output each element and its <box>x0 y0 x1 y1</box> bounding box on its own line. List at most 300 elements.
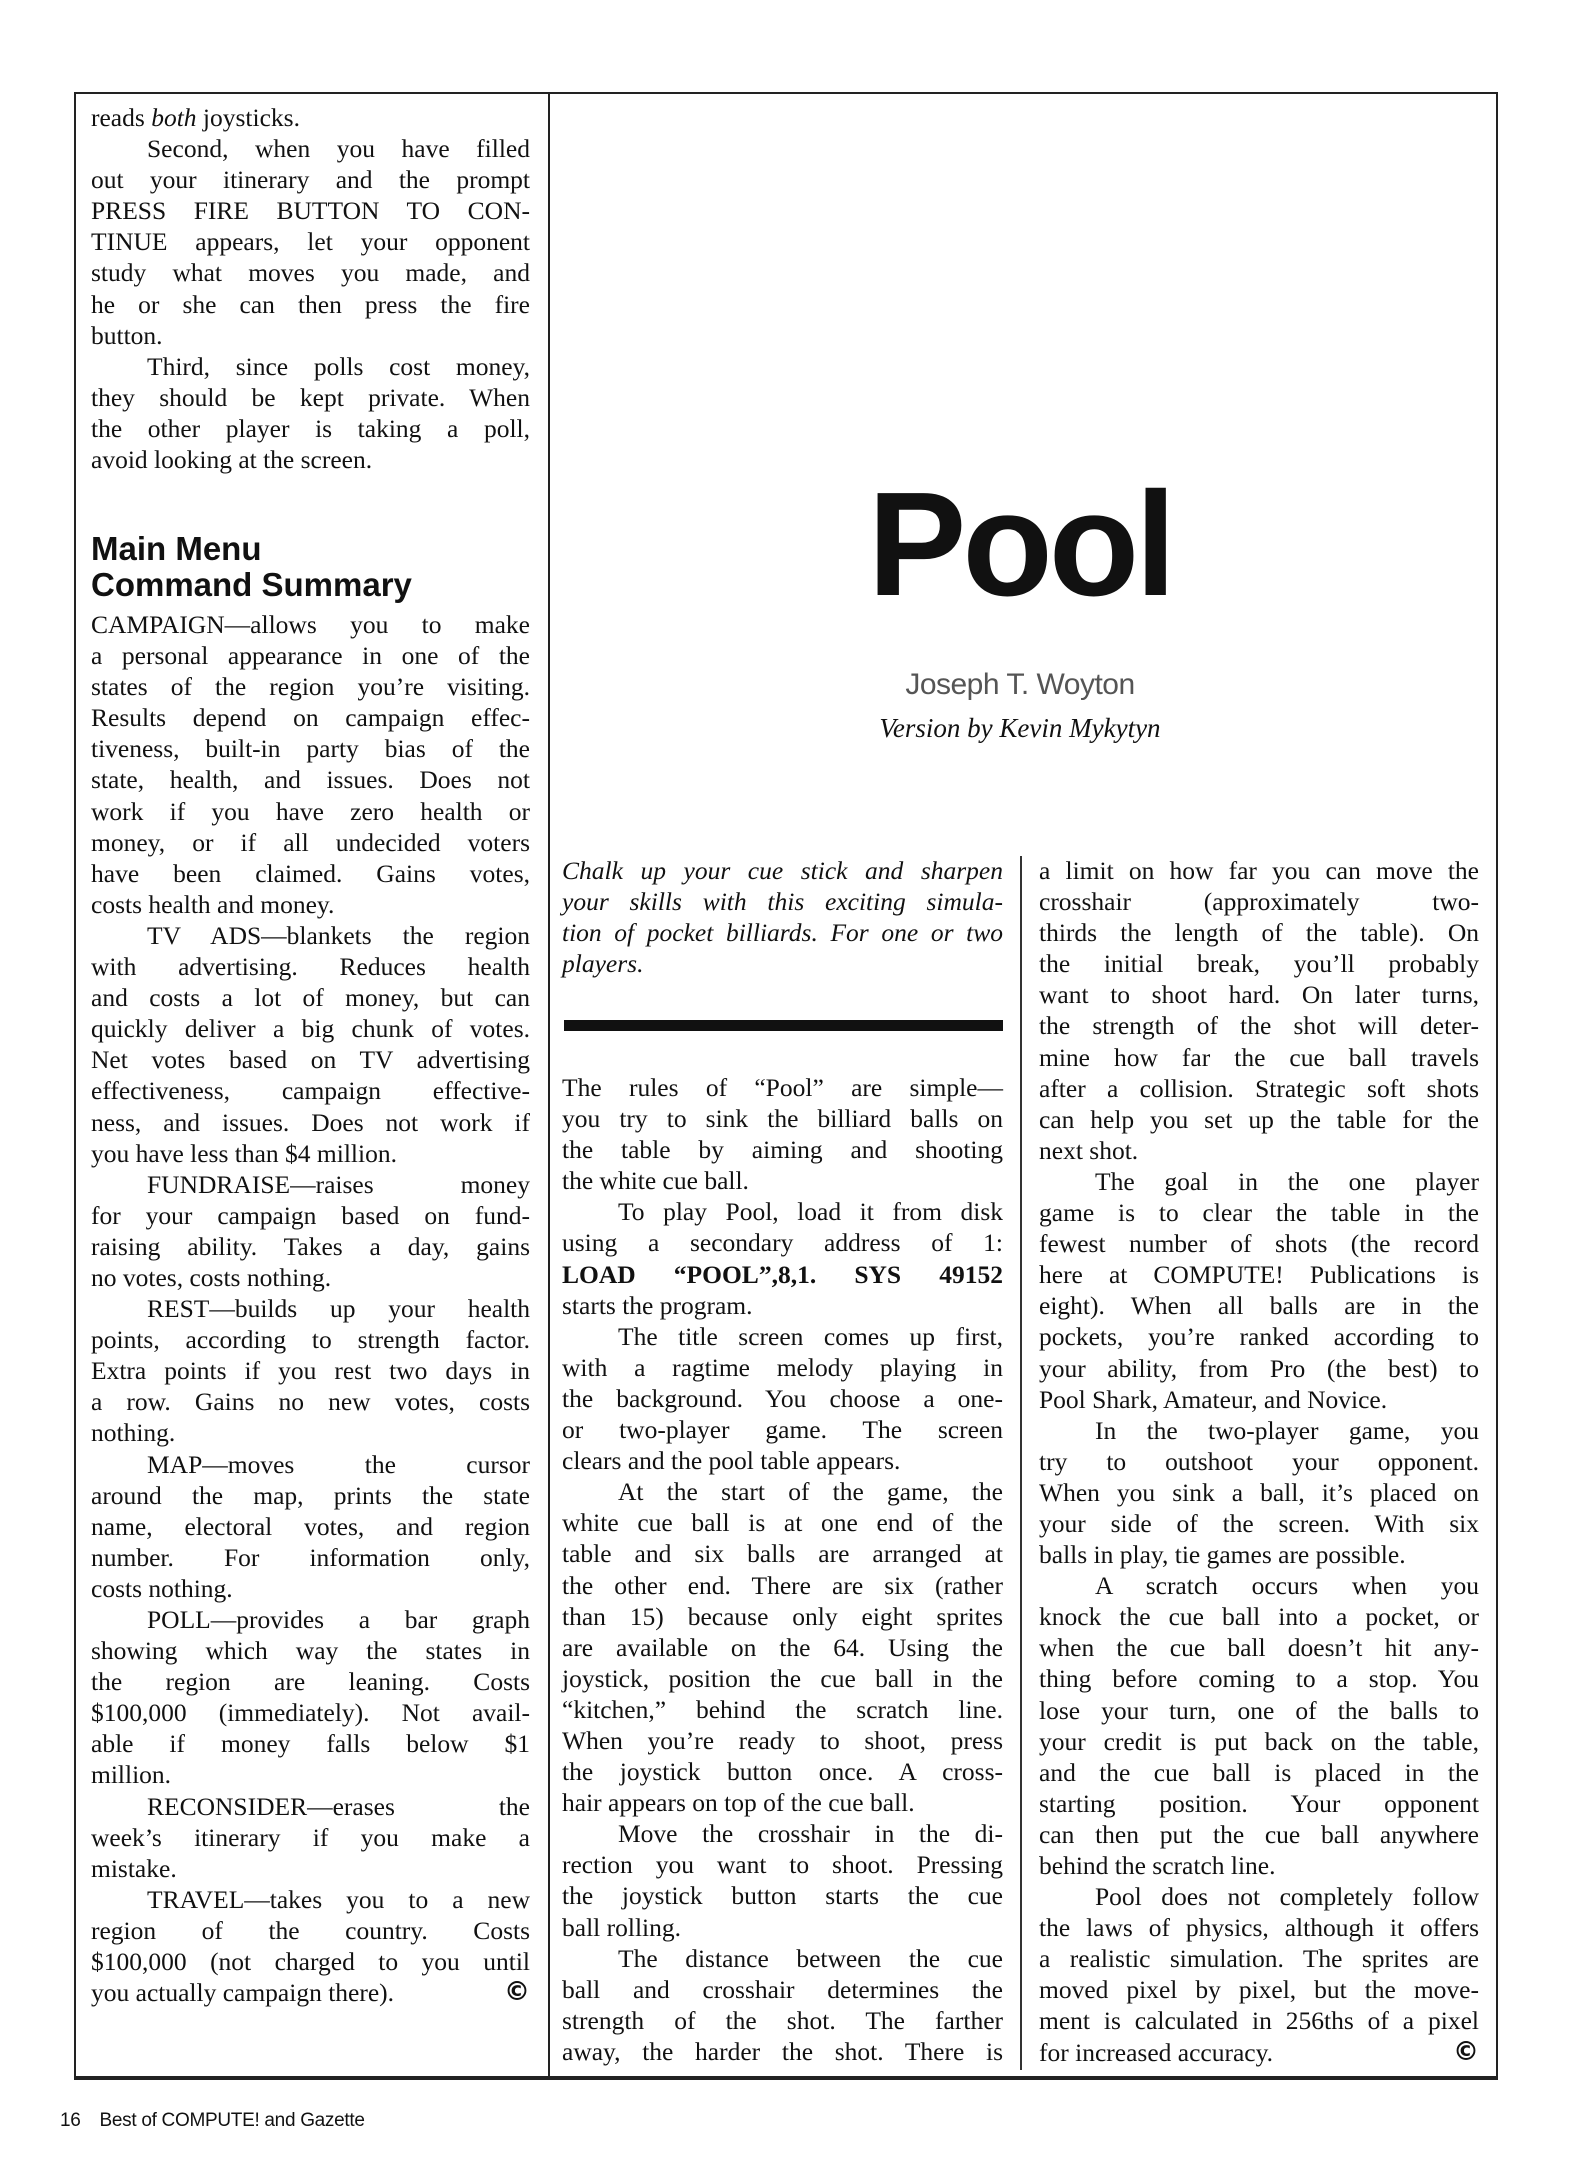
text-line-content <box>91 257 530 288</box>
text-span: you try to sink the billiard balls on <box>562 1104 1003 1134</box>
text-span: joysticks. <box>196 103 300 132</box>
column-divider-article <box>1020 856 1022 2070</box>
text-line <box>562 1880 1003 1911</box>
text-line <box>91 289 530 320</box>
text-line-content <box>147 920 530 951</box>
text-line <box>91 102 530 133</box>
text-span: effectiveness, campaign effective- <box>91 1076 530 1106</box>
text-line <box>1039 1228 1479 1259</box>
text-span: a row. Gains no new votes, costs <box>91 1387 530 1417</box>
text-line-content <box>91 702 530 733</box>
text-span: quickly deliver a big chunk of votes. <box>91 1014 530 1044</box>
text-line-content <box>1039 1228 1479 1259</box>
text-line <box>1039 1321 1479 1352</box>
text-line <box>1039 1415 1479 1446</box>
text-span: money, or if all undecided voters <box>91 827 530 857</box>
text-line <box>91 413 530 444</box>
text-line <box>1039 1632 1479 1663</box>
text-line-content <box>1095 1166 1479 1197</box>
text-span: eight). When all balls are in the <box>1039 1291 1479 1321</box>
text-span: TV ADS—blankets the region <box>147 920 530 950</box>
text-span: next shot. <box>1039 1135 1139 1165</box>
text-span: the joystick button once. A cross- <box>562 1757 1003 1787</box>
text-line <box>1039 1663 1479 1694</box>
text-line <box>1039 917 1479 948</box>
text-line-content <box>562 1072 1003 1103</box>
text-span: game is to clear the table in the <box>1039 1198 1479 1228</box>
text-line-content <box>91 1044 530 1075</box>
text-line-content <box>562 855 1003 886</box>
text-line-content <box>1039 1010 1479 1041</box>
text-span: ball and crosshair determines the <box>562 1974 1003 2004</box>
text-line <box>91 1604 530 1635</box>
text-line-content <box>91 1480 530 1511</box>
text-line <box>91 702 530 733</box>
text-line-content <box>91 1915 530 1946</box>
text-line-content <box>91 1386 530 1417</box>
text-span: Second, when you have filled <box>147 134 530 164</box>
text-span: Third, since polls cost money, <box>147 351 530 381</box>
text-line-content <box>91 1107 530 1138</box>
text-line <box>91 1791 530 1822</box>
text-line-content <box>1039 1850 1479 1881</box>
text-line-content <box>562 948 1003 979</box>
text-line-content <box>562 1134 1003 1165</box>
text-line <box>91 640 530 671</box>
text-line <box>562 948 1003 979</box>
text-line <box>562 1476 1003 1507</box>
text-span: you actually campaign there). <box>91 1978 395 2008</box>
text-line <box>91 1138 530 1169</box>
text-span: The distance between the cue <box>618 1943 1003 1973</box>
text-line-content <box>562 1259 1003 1290</box>
text-line-content <box>562 1414 1003 1445</box>
text-line <box>91 1355 530 1386</box>
text-span: white cue ball is at one end of the <box>562 1508 1003 1538</box>
text-line <box>562 1352 1003 1383</box>
text-line-content <box>562 1632 1003 1663</box>
section-rule <box>564 1020 1003 1031</box>
text-line <box>91 1293 530 1324</box>
text-line-content <box>562 1694 1003 1725</box>
text-span: starting position. Your opponent <box>1039 1788 1479 1818</box>
text-line-content <box>91 1262 530 1293</box>
heading-line-2: Command Summary <box>91 566 412 603</box>
text-line-content <box>562 2005 1003 2036</box>
text-line <box>1039 2037 1479 2068</box>
text-line <box>562 1912 1003 1943</box>
text-span: Extra points if you rest two days in <box>91 1356 530 1386</box>
text-span: and the cue ball is placed in the <box>1039 1757 1479 1787</box>
text-line <box>1039 1353 1479 1384</box>
text-span: hair appears on top of the cue ball. <box>562 1788 915 1818</box>
article-column-1 <box>562 1072 1003 2067</box>
text-line <box>91 764 530 795</box>
text-span: you have less than $4 million. <box>91 1138 397 1168</box>
end-mark-icon: © <box>504 1977 530 2008</box>
text-line <box>91 1915 530 1946</box>
article-intro <box>562 855 1003 979</box>
text-line-content <box>147 351 530 382</box>
text-span: the region are leaning. Costs <box>91 1667 530 1697</box>
text-span: out your itinerary and the prompt <box>91 165 530 195</box>
text-line-content <box>91 195 530 226</box>
text-line <box>562 1538 1003 1569</box>
text-span: table and six balls are arranged at <box>562 1539 1003 1569</box>
text-line <box>562 1165 1003 1196</box>
text-line <box>1039 1912 1479 1943</box>
text-line <box>1039 1539 1479 1570</box>
text-line <box>91 1759 530 1790</box>
text-span: using a secondary address of 1: <box>562 1228 1003 1258</box>
text-span: clears and the pool table appears. <box>562 1446 901 1476</box>
text-line-content <box>1039 948 1479 979</box>
text-span: “kitchen,” behind the scratch line. <box>562 1694 1003 1724</box>
text-line-content <box>91 1853 530 1884</box>
text-span: and costs a lot of money, but can <box>91 983 530 1013</box>
text-span: strength of the shot. The farther <box>562 2005 1003 2035</box>
text-span: REST—builds up your health <box>147 1294 530 1324</box>
text-line <box>1039 1446 1479 1477</box>
text-line <box>91 1480 530 1511</box>
text-line-content <box>1039 2005 1479 2036</box>
text-line-content <box>91 609 530 640</box>
text-line-content <box>562 1103 1003 1134</box>
text-span: ment is calculated in 256ths of a pixel <box>1039 2006 1479 2036</box>
text-span: Move the crosshair in the di- <box>618 1819 1003 1849</box>
text-span: your ability, from Pro (the best) to <box>1039 1353 1479 1383</box>
text-span: Chalk up your cue stick and sharpen <box>562 856 1003 885</box>
text-line <box>91 1573 530 1604</box>
text-line-content <box>1039 1912 1479 1943</box>
text-span: or two-player game. The screen <box>562 1415 1003 1445</box>
text-line-content <box>562 1445 1003 1476</box>
text-line-content <box>562 1725 1003 1756</box>
text-line-content <box>91 320 530 351</box>
text-line-content <box>91 1231 530 1262</box>
text-line-content <box>91 444 530 475</box>
text-line-content <box>91 951 530 982</box>
text-line <box>1039 979 1479 1010</box>
text-span: The title screen comes up first, <box>618 1321 1003 1351</box>
text-span: thing before coming to a stop. You <box>1039 1664 1479 1694</box>
text-line-content <box>91 1200 530 1231</box>
text-line-content <box>1039 1104 1479 1135</box>
text-line-content <box>91 1822 530 1853</box>
text-line <box>562 1601 1003 1632</box>
text-line-content <box>147 1449 530 1480</box>
text-line-content <box>1039 1477 1479 1508</box>
text-line <box>1039 2005 1479 2036</box>
text-span: In the two-player game, you <box>1095 1415 1479 1445</box>
text-line <box>91 382 530 413</box>
text-line-content <box>1039 1632 1479 1663</box>
text-line <box>562 1663 1003 1694</box>
text-line <box>91 1200 530 1231</box>
text-span: after a collision. Strategic soft shots <box>1039 1073 1479 1103</box>
text-line-content <box>1039 1788 1479 1819</box>
text-span: Net votes based on TV advertising <box>91 1045 530 1075</box>
text-span: your skills with this exciting simula- <box>562 887 1003 917</box>
text-span: can help you set up the table for the <box>1039 1104 1479 1134</box>
text-span: raising ability. Takes a day, gains <box>91 1231 530 1261</box>
text-line <box>562 1943 1003 1974</box>
text-line <box>1039 1726 1479 1757</box>
text-span: nothing. <box>91 1418 176 1448</box>
text-span: with advertising. Reduces health <box>91 952 530 982</box>
text-span: Pool Shark, Amateur, and Novice. <box>1039 1384 1388 1414</box>
text-line <box>562 855 1003 886</box>
text-span: try to outshoot your opponent. <box>1039 1446 1479 1476</box>
text-line-content <box>562 1290 1003 1321</box>
text-line <box>1039 886 1479 917</box>
text-line-content <box>91 226 530 257</box>
text-line <box>562 1134 1003 1165</box>
text-line-content <box>91 1977 530 2008</box>
text-line <box>562 1383 1003 1414</box>
text-span: LOAD “POOL”,8,1. SYS 49152 <box>562 1259 1003 1289</box>
text-span: the strength of the shot will deter- <box>1039 1011 1479 1041</box>
text-line-content <box>1039 1974 1479 2005</box>
text-line <box>1039 1850 1479 1881</box>
text-span: The rules of “Pool” are simple— <box>562 1073 1003 1102</box>
text-span: POLL—provides a bar graph <box>147 1605 530 1634</box>
text-line <box>91 1511 530 1542</box>
text-line <box>91 1107 530 1138</box>
text-span: the white cue ball. <box>562 1166 749 1196</box>
text-line <box>562 1756 1003 1787</box>
text-span: here at COMPUTE! Publications is <box>1039 1260 1479 1290</box>
text-line-content <box>618 1943 1003 1974</box>
text-line-content <box>1039 1290 1479 1321</box>
text-span: A scratch occurs when you <box>1095 1571 1479 1601</box>
text-line-content <box>91 1417 530 1448</box>
text-span: $100,000 (immediately). Not avail- <box>91 1698 530 1728</box>
text-span: Results depend on campaign effec- <box>91 703 530 733</box>
text-line-content <box>1039 1197 1479 1228</box>
text-line-content <box>91 1946 530 1977</box>
text-line-content <box>562 1756 1003 1787</box>
text-line-content <box>562 1880 1003 1911</box>
text-line <box>1039 1819 1479 1850</box>
text-line <box>91 1449 530 1480</box>
text-line <box>1039 1695 1479 1726</box>
text-span: able if money falls below $1 <box>91 1729 530 1759</box>
text-span: costs nothing. <box>91 1573 233 1603</box>
text-line-content <box>91 796 530 827</box>
text-line-content <box>618 1476 1003 1507</box>
text-span: CAMPAIGN—allows you to make <box>91 610 530 639</box>
text-span: states of the region you’re visiting. <box>91 672 530 702</box>
text-line <box>91 1884 530 1915</box>
text-line <box>1039 1974 1479 2005</box>
text-span: lose your turn, one of the balls to <box>1039 1695 1479 1725</box>
text-line-content <box>562 1383 1003 1414</box>
text-line <box>91 1697 530 1728</box>
text-line-content <box>147 1169 530 1200</box>
text-line-content <box>1039 1819 1479 1850</box>
text-line <box>562 1103 1003 1134</box>
text-span: tiveness, built-in party bias of the <box>91 734 530 764</box>
text-line-content <box>91 764 530 795</box>
text-span: are available on the 64. Using the <box>562 1632 1003 1662</box>
text-line-content <box>1039 1663 1479 1694</box>
text-line-content <box>147 1604 530 1635</box>
text-line <box>91 164 530 195</box>
text-line-content <box>147 1293 530 1324</box>
text-line-content <box>562 1663 1003 1694</box>
text-line-content <box>562 1570 1003 1601</box>
text-line-content <box>147 1884 530 1915</box>
article-title: Pool <box>867 462 1173 627</box>
emphasis-text: both <box>151 103 197 132</box>
text-line-content <box>1039 1073 1479 1104</box>
text-span: have been claimed. Gains votes, <box>91 858 530 888</box>
text-line-content <box>562 1787 1003 1818</box>
text-span: points, according to strength factor. <box>91 1325 530 1355</box>
text-line <box>91 671 530 702</box>
text-line-content <box>1039 1384 1479 1415</box>
text-line-content <box>91 1666 530 1697</box>
text-line-content <box>562 886 1003 917</box>
text-span: than 15) because only eight sprites <box>562 1601 1003 1631</box>
text-span: a personal appearance in one of the <box>91 641 530 671</box>
text-span: state, health, and issues. Does not <box>91 765 530 795</box>
text-line-content <box>562 1974 1003 2005</box>
text-span: want to shoot hard. On later turns, <box>1039 980 1479 1010</box>
text-line <box>91 1946 530 1977</box>
text-line-content <box>1039 1042 1479 1073</box>
text-line <box>562 886 1003 917</box>
text-span: around the map, prints the state <box>91 1480 530 1510</box>
text-line <box>91 444 530 475</box>
text-line-content <box>562 1227 1003 1258</box>
section-heading <box>91 531 412 603</box>
article-version-credit: Version by Kevin Mykytyn <box>879 713 1161 743</box>
text-line-content <box>91 289 530 320</box>
text-line-content <box>1039 979 1479 1010</box>
text-span: players. <box>562 949 644 979</box>
text-span: study what moves you made, and <box>91 258 530 288</box>
text-span: TRAVEL—takes you to a new <box>147 1884 530 1914</box>
text-line-content <box>91 1138 530 1169</box>
text-line <box>91 796 530 827</box>
text-span: thirds the length of the table). On <box>1039 918 1479 948</box>
text-line-content <box>91 1635 530 1666</box>
text-line-content <box>562 1538 1003 1569</box>
text-span: name, electoral votes, and region <box>91 1511 530 1541</box>
text-line <box>91 1417 530 1448</box>
text-span: your credit is put back on the table, <box>1039 1726 1479 1756</box>
text-line <box>1039 1290 1479 1321</box>
text-line-content <box>91 1542 530 1573</box>
text-line <box>562 1259 1003 1290</box>
text-span: ness, and issues. Does not work if <box>91 1107 530 1137</box>
text-line <box>91 1262 530 1293</box>
text-line <box>91 226 530 257</box>
text-span: the laws of physics, although it offers <box>1039 1913 1479 1943</box>
text-span: The goal in the one player <box>1095 1166 1479 1196</box>
text-line-content <box>91 1075 530 1106</box>
text-span: FUNDRAISE—raises money <box>147 1169 530 1199</box>
text-line <box>1039 1042 1479 1073</box>
column-divider-main <box>548 92 550 2080</box>
text-line <box>1039 1197 1479 1228</box>
text-line <box>91 858 530 889</box>
text-line <box>91 1075 530 1106</box>
text-line <box>91 889 530 920</box>
text-line-content <box>91 1013 530 1044</box>
text-line-content <box>1039 2037 1479 2068</box>
text-line-content <box>91 1355 530 1386</box>
text-line <box>562 1414 1003 1445</box>
text-line <box>91 920 530 951</box>
text-span: work if you have zero health or <box>91 796 530 826</box>
text-line <box>562 1849 1003 1880</box>
text-line-content <box>1039 1943 1479 1974</box>
text-line <box>562 2005 1003 2036</box>
text-line-content <box>1039 1539 1479 1570</box>
text-line-content <box>1039 1446 1479 1477</box>
page-number: 16 <box>60 2110 81 2131</box>
text-span: starts the program. <box>562 1290 753 1320</box>
text-line <box>1039 1881 1479 1912</box>
text-line <box>1039 1384 1479 1415</box>
text-line-content <box>562 1507 1003 1538</box>
text-span: the joystick button starts the cue <box>562 1881 1003 1911</box>
text-span: region of the country. Costs <box>91 1915 530 1945</box>
text-line-content <box>562 1352 1003 1383</box>
text-line-content <box>1039 855 1479 886</box>
text-line <box>1039 1508 1479 1539</box>
text-span: avoid looking at the screen. <box>91 445 373 475</box>
text-span: PRESS FIRE BUTTON TO CON- <box>91 196 530 226</box>
text-line-content <box>91 1728 530 1759</box>
text-line <box>562 1974 1003 2005</box>
left-column-summary <box>91 609 530 2008</box>
text-line-content <box>1039 1757 1479 1788</box>
text-line-content <box>91 1759 530 1790</box>
text-line <box>562 1787 1003 1818</box>
text-span: the other end. There are six (rather <box>562 1570 1003 1600</box>
text-line <box>91 1822 530 1853</box>
text-line <box>91 1231 530 1262</box>
text-span: pockets, you’re ranked according to <box>1039 1322 1479 1352</box>
text-span: away, the harder the shot. There is <box>562 2036 1003 2066</box>
text-span: for your campaign based on fund- <box>91 1200 530 1230</box>
text-line-content <box>91 858 530 889</box>
text-line-content <box>562 1165 1003 1196</box>
text-line <box>1039 1135 1479 1166</box>
text-span: he or she can then press the fire <box>91 289 530 319</box>
article-column-2 <box>1039 855 1479 2068</box>
text-line <box>91 1169 530 1200</box>
text-line <box>91 133 530 164</box>
text-line-content <box>1039 1259 1479 1290</box>
text-line-content <box>1039 1321 1479 1352</box>
text-span: When you sink a ball, it’s placed on <box>1039 1477 1479 1507</box>
text-line-content <box>91 1324 530 1355</box>
text-line-content <box>1095 1415 1479 1446</box>
text-line <box>91 609 530 640</box>
text-line <box>1039 855 1479 886</box>
text-span: When you’re ready to shoot, press <box>562 1725 1003 1755</box>
text-line-content <box>1039 1726 1479 1757</box>
text-line-content <box>91 1697 530 1728</box>
text-span: the background. You choose a one- <box>562 1383 1003 1413</box>
text-line <box>562 1072 1003 1103</box>
text-line-content <box>91 671 530 702</box>
